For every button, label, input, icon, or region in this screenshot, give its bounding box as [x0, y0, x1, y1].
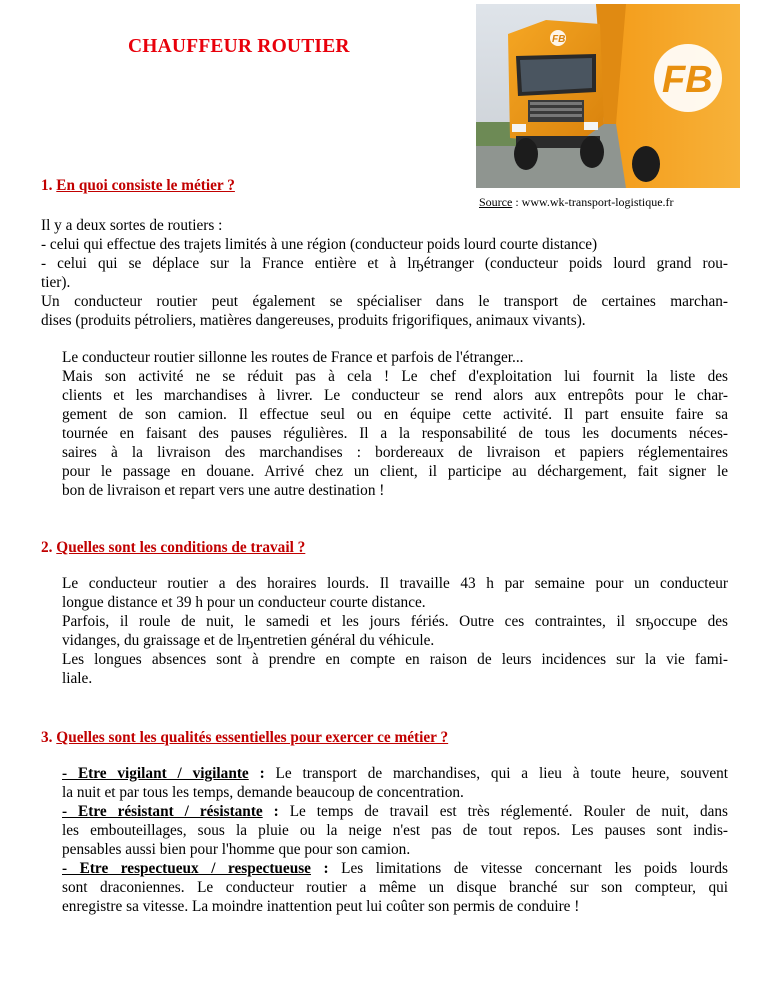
section-1-box: Le conducteur routier sillonne les routes de France et parfois de l'étranger... Mais son activité ne se réduit pas à cela ! Le chef d'exploitation lui fournit la liste des clients et les marchandises à livrer. Le conducteur se rend alors aux entrepôts pour le char- gement de son camion. Il effectue seul ou en équipe cette activité. Il part ensuite faire sa tournée en faisant des pauses régulières. Il a la responsabilité de tous les documents néces- saires à la livraison des marchandises : bordereaux de livraison et papiers réglementaires pour le passage en douane. Arrivé chez un client, il participe au déchargement, fait signer le bon de livraison et repart vers une autre destination !: [62, 349, 728, 499]
quality-respectful: - Etre respectueux / respectueuse : Les limitations de vitesse concernant les poids lourds: [62, 860, 728, 877]
truck-logo-small: FB: [552, 34, 566, 45]
quality-vigilant: - Etre vigilant / vigilante : Le transport de marchandises, qui a lieu à toute heure, souvent: [62, 765, 729, 782]
section-2-text: Le conducteur routier a des horaires lourds. Il travaille 43 h par semaine pour un conducteur longue distance et 39 h pour un conducteur courte distance. Parfois, il roule de nuit, le samedi et les jours fériés. Outre ces contraintes, il sҧoccupe des vidanges, du graissage et de lҧentretien général du véhicule. Les longues absences sont à prendre en compte en raison de leurs incidences sur la vie fami- liale.: [62, 575, 728, 687]
section-1-heading: 1. En quoi consiste le métier ?: [41, 177, 235, 194]
source-text: : www.wk-transport-logistique.fr: [512, 195, 674, 209]
quality-resistant: - Etre résistant / résistante : Le temps de travail est très réglementé. Rouler de nuit, dans: [62, 803, 728, 820]
truck-photo: [476, 4, 740, 188]
image-source: [479, 193, 674, 212]
page-title: CHAUFFEUR ROUTIER: [128, 36, 350, 57]
section-3-text: - Etre vigilant / vigilante : Le transport de marchandises, qui a lieu à toute heure, souvent la nuit et par tous les temps, demande beaucoup de concentration. - Etre résistant / résistante : Le temps de travail est très réglementé. Rouler de nuit, dans les embouteillages, sous la pluie ou la neige n'est pas de tout repos. Les pauses sont indis- pensables aussi bien pour l'homme que pour son camion. - Etre respectueux / respectueuse : Les limitations de vitesse concernant les poids lourds sont draconiennes. Le conducteur routier a même un disque branché sur son compteur, qui enregistre sa vitesse. La moindre inattention peut lui coûter son permis de conduire !: [62, 765, 729, 915]
section-3-heading: 3. Quelles sont les qualités essentielles pour exercer ce métier ?: [41, 729, 449, 746]
section-2-heading: 2. Quelles sont les conditions de travail ?: [41, 539, 306, 556]
truck-logo-large: FB: [662, 59, 713, 101]
section-1-text: Il y a deux sortes de routiers : - celui qui effectue des trajets limités à une région (conducteur poids lourd courte distance) - celui qui se déplace sur la France entière et à lҧétranger (conducteur poids lourd grand rou- tier). Un conducteur routier peut également se spécialiser dans le transport de certaines marchan- dises (produits pétroliers, matières dangereuses, produits frigorifiques, animaux vivants).: [41, 217, 728, 329]
source-label: Source: [479, 195, 513, 209]
